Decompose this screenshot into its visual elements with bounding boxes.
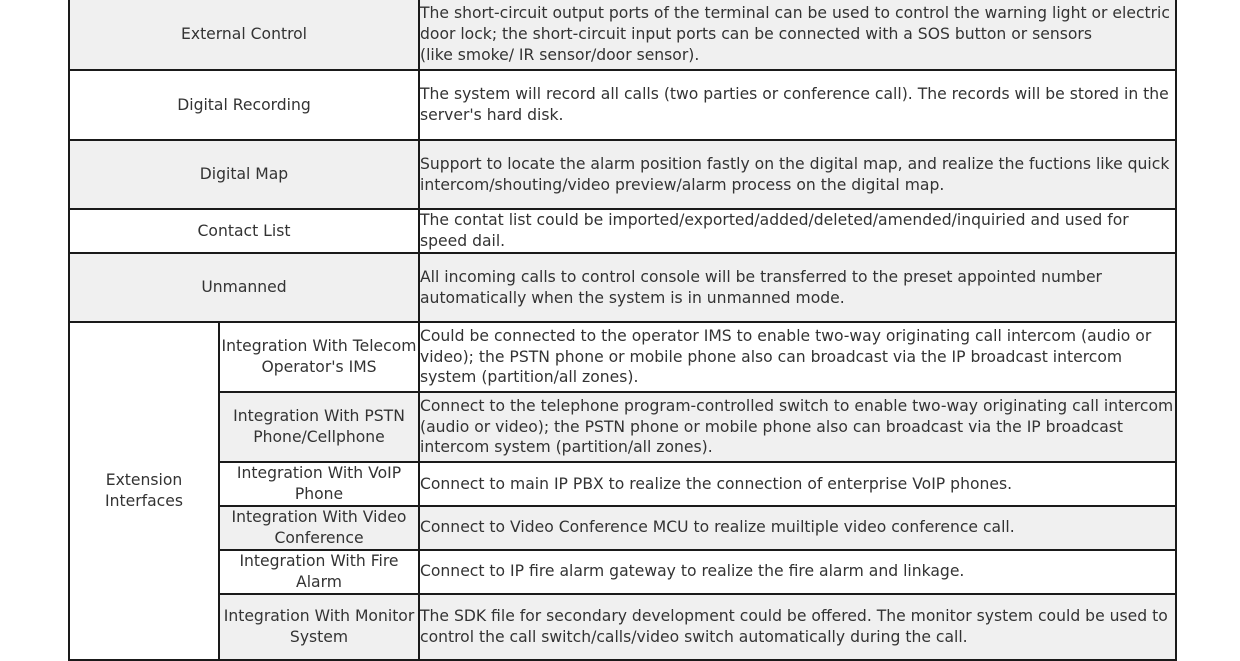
- interface-name-cell: Integration With PSTN Phone/Cellphone: [219, 392, 419, 462]
- interface-name-cell: Integration With Telecom Operator's IMS: [219, 322, 419, 392]
- description-cell: The short-circuit output ports of the terminal can be used to control the warning light or electric door lock; the short-circuit input ports can be connected with a SOS button or sensors (like smoke/ IR sensor/door sensor).: [419, 0, 1176, 70]
- feature-cell: Digital Recording: [69, 70, 419, 140]
- feature-cell: Contact List: [69, 209, 419, 253]
- feature-cell: External Control: [69, 0, 419, 70]
- description-cell: All incoming calls to control console will be transferred to the preset appointed number automatically when the system is in unmanned mode.: [419, 253, 1176, 322]
- table-row-unmanned: [69, 253, 1176, 322]
- description-cell: Connect to the telephone program-controlled switch to enable two-way originating call intercom (audio or video); the PSTN phone or mobile phone also can broadcast via the IP broadcast intercom system (partition/all zones).: [419, 392, 1176, 462]
- interface-name-cell: Integration With Fire Alarm: [219, 550, 419, 594]
- table-row-ext-voip: [69, 462, 1176, 506]
- table-row-ext-video-conference: [69, 506, 1176, 550]
- description-cell: Connect to main IP PBX to realize the connection of enterprise VoIP phones.: [419, 462, 1176, 506]
- description-cell: Support to locate the alarm position fastly on the digital map, and realize the fuctions like quick intercom/shouting/video preview/alarm process on the digital map.: [419, 140, 1176, 209]
- interface-name-cell: Integration With Video Conference: [219, 506, 419, 550]
- description-cell: The SDK file for secondary development could be offered. The monitor system could be used to control the call switch/calls/video switch automatically during the call.: [419, 594, 1176, 660]
- table-row-ext-monitor: [69, 594, 1176, 660]
- description-cell: The contat list could be imported/exported/added/deleted/amended/inquiried and used for speed dail.: [419, 209, 1176, 253]
- table-row-digital-recording: [69, 70, 1176, 140]
- description-cell: Could be connected to the operator IMS to enable two-way originating call intercom (audio or video); the PSTN phone or mobile phone also can broadcast via the IP broadcast intercom system (partition/all zones).: [419, 322, 1176, 392]
- table-row-ext-pstn: [69, 392, 1176, 462]
- table-row-ext-fire-alarm: [69, 550, 1176, 594]
- table-row-digital-map: [69, 140, 1176, 209]
- interface-name-cell: Integration With Monitor System: [219, 594, 419, 660]
- description-cell: Connect to Video Conference MCU to realize muiltiple video conference call.: [419, 506, 1176, 550]
- feature-cell: Unmanned: [69, 253, 419, 322]
- description-cell: The system will record all calls (two parties or conference call). The records will be stored in the server's hard disk.: [419, 70, 1176, 140]
- table-row-ext-ims: [69, 322, 1176, 392]
- extension-interfaces-label: Extension Interfaces: [69, 322, 219, 660]
- description-cell: Connect to IP fire alarm gateway to realize the fire alarm and linkage.: [419, 550, 1176, 594]
- spec-table: [68, 0, 1177, 661]
- feature-cell: Digital Map: [69, 140, 419, 209]
- table-row-contact-list: [69, 209, 1176, 253]
- table-row-external-control: [69, 0, 1176, 70]
- interface-name-cell: Integration With VoIP Phone: [219, 462, 419, 506]
